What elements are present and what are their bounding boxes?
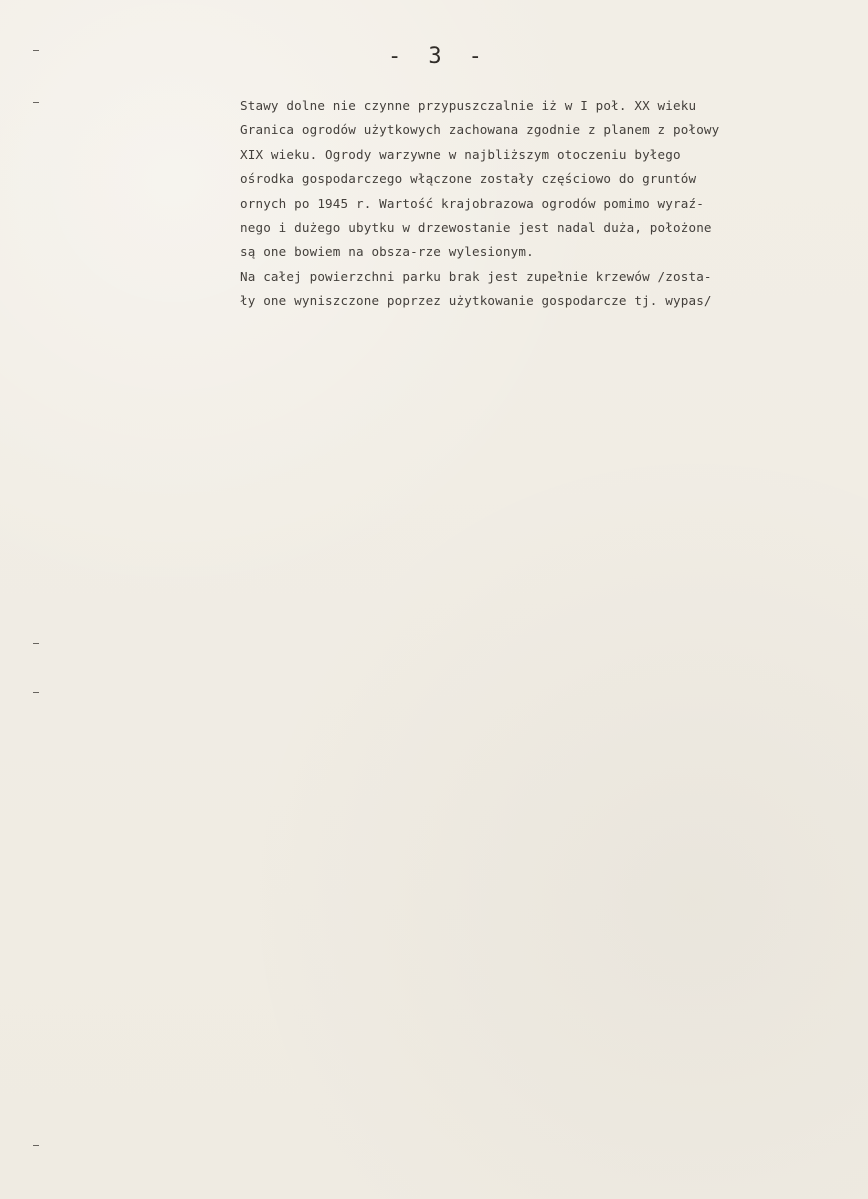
margin-mark <box>33 643 39 644</box>
text-line: ornych po 1945 r. Wartość krajobrazowa ogrodów pomimo wyraź- <box>240 195 704 211</box>
margin-mark <box>33 1145 39 1146</box>
text-line: XIX wieku. Ogrody warzywne w najbliższym otoczeniu byłego <box>240 146 681 162</box>
text-line: Stawy dolne nie czynne przypuszczalnie iż w I poł. XX wieku <box>240 98 697 113</box>
text-line: ły one wyniszczone poprzez użytkowanie gospodarcze tj. wypas/ <box>240 293 712 309</box>
text-line: Na całej powierzchni parku brak jest zupełnie krzewów /zosta- <box>240 268 712 284</box>
margin-mark <box>33 102 39 103</box>
page-number: - 3 - <box>388 44 483 69</box>
text-line: nego i dużego ubytku w drzewostanie jest nadal duża, położone <box>240 219 712 235</box>
text-line: są one bowiem na obsza-rze wylesionym. <box>240 244 534 260</box>
margin-mark <box>33 50 39 51</box>
margin-mark <box>33 692 39 693</box>
typed-paragraph <box>240 94 868 314</box>
text-line: ośrodka gospodarczego włączone zostały częściowo do gruntów <box>240 171 697 187</box>
text-line: Granica ogrodów użytkowych zachowana zgodnie z planem z połowy <box>240 122 720 138</box>
